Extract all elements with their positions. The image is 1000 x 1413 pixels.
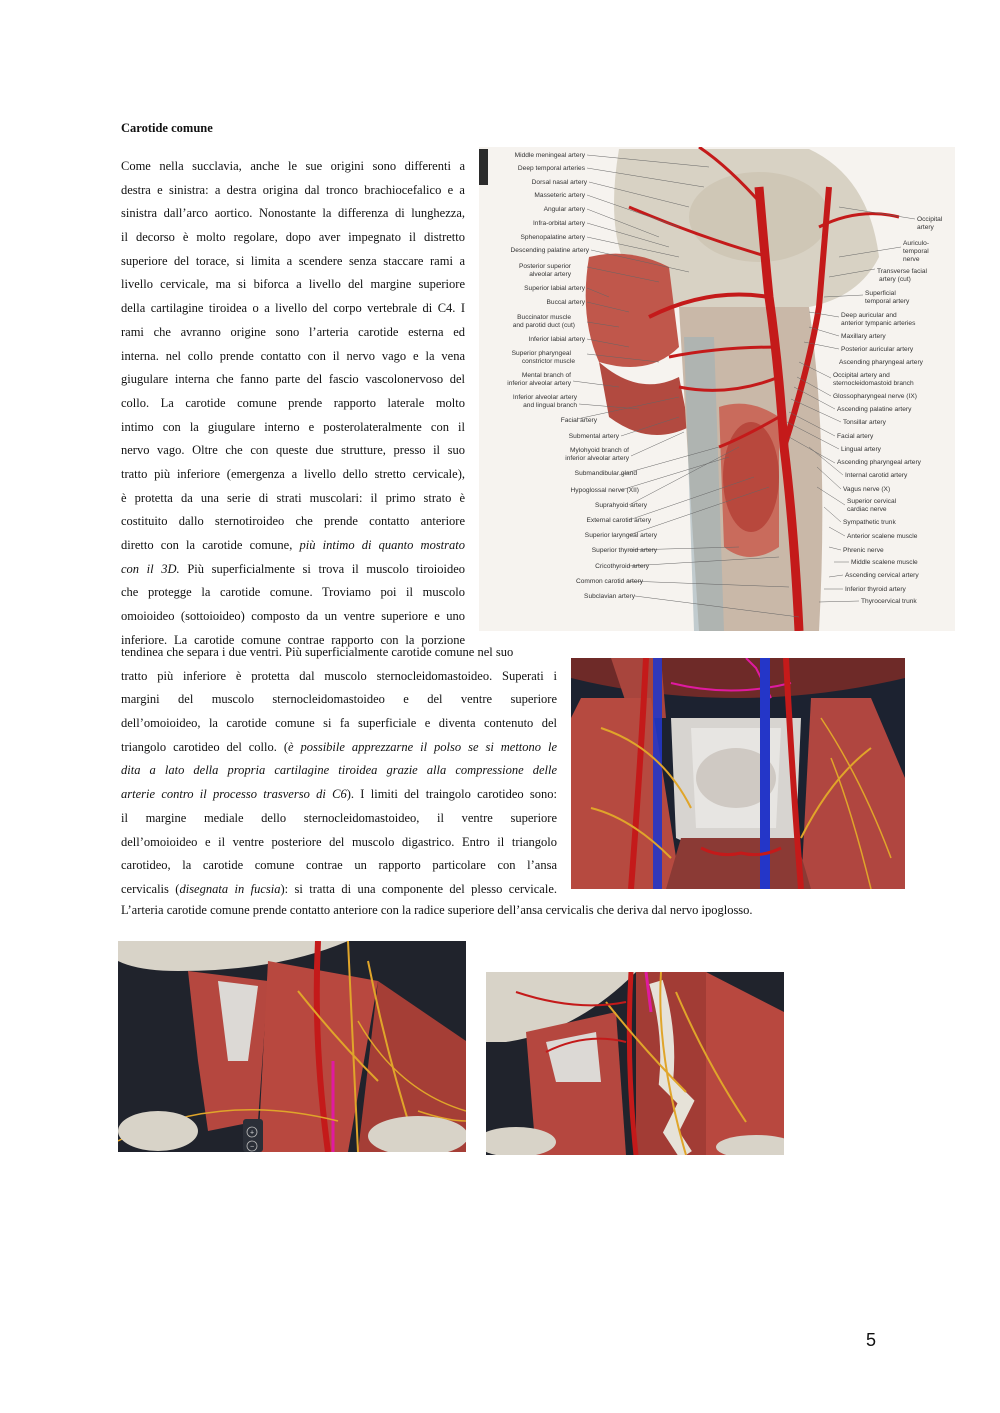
figure-label: Posterior auricular artery xyxy=(841,346,914,353)
figure-label: sternocleidomastoid branch xyxy=(833,380,914,387)
closing-line: L’arteria carotide comune prende contatto anteriore con la radice superiore dell’ansa cervicalis che deriva dal nervo ipoglosso. xyxy=(121,903,753,917)
text-line: nervo vago. Oltre che con queste due strutture, presso il suo xyxy=(121,443,465,458)
figure-label: Masseteric artery xyxy=(534,192,585,199)
italic-note: con il 3D. xyxy=(121,561,180,576)
text-line: costituito dallo sternotiroideo che prende contatto anteriore xyxy=(121,514,465,529)
figure-label: artery xyxy=(917,224,934,231)
page-number: 5 xyxy=(866,1330,877,1350)
paragraph-2 xyxy=(121,641,557,902)
figure-label: constrictor muscle xyxy=(521,358,575,365)
italic-note: dita a lato della propria cartilagine tiroidea grazie alla compressione delle xyxy=(121,763,557,778)
figure-label: Facial artery xyxy=(560,417,597,424)
figure-label: Phrenic nerve xyxy=(843,547,884,554)
figure-label: cardiac nerve xyxy=(847,506,887,513)
figure-label: Occipital artery and xyxy=(833,372,890,379)
text-line: dell’omoioideo e il ventre posteriore del muscolo digastrico. Entro il triangolo xyxy=(121,834,557,849)
text-line: inferiore. La carotide comune contrae rapporto con la porzione xyxy=(121,632,465,647)
figure-label: Inferior labial artery xyxy=(528,336,585,343)
text-line: è protetta da una serie di strati muscolari: il primo strato è xyxy=(121,490,465,505)
figure-label: Ascending cervical artery xyxy=(845,572,919,579)
figure-label: temporal artery xyxy=(865,298,910,305)
figure-label: Vagus nerve (X) xyxy=(843,486,891,493)
figure-label: Submandibular gland xyxy=(574,470,637,477)
text-line: collo. La carotide comune prende rapporto laterale molto xyxy=(121,395,465,410)
figure-label: Maxillary artery xyxy=(841,333,886,340)
text-line: destra e sinistra: a destra origina dal tronco brachiocefalico e a xyxy=(121,182,465,197)
figure-label: Thyrocervical trunk xyxy=(861,598,917,605)
figure-label: Buccinator muscle xyxy=(517,314,571,321)
text-line: omoioideo (sottoioideo) composto da un ventre superiore e uno xyxy=(121,609,465,624)
text-line xyxy=(121,736,557,760)
text-run: Più superficialmente si trova il muscolo tiroioideo xyxy=(187,561,466,576)
figure-label: External carotid artery xyxy=(586,517,651,524)
figure-label: Hypoglossal nerve (XII) xyxy=(570,487,639,494)
italic-note: più intimo di quanto mostrato xyxy=(299,538,465,552)
zoom-in-glyph[interactable]: + xyxy=(249,1129,255,1137)
figure-label: Anterior scalene muscle xyxy=(847,533,918,540)
figure-label: alveolar artery xyxy=(529,271,571,278)
text-line: interna. nel collo prende contatto con il nervo vago e la vena xyxy=(121,348,465,363)
figure-label: inferior alveolar artery xyxy=(565,455,629,462)
figure-label: Buccal artery xyxy=(546,299,585,306)
figure-label: artery (cut) xyxy=(879,276,911,283)
text-run: ): si tratta di una componente del plesso cervicale. xyxy=(280,881,557,896)
text-line: intimo con la giugulare interno e posterolateralmente con il xyxy=(121,419,465,434)
figure-label: Superior labial artery xyxy=(524,285,585,292)
figure-label: Dorsal nasal artery xyxy=(531,179,587,186)
figure-label: Ascending pharyngeal artery xyxy=(837,459,921,466)
figure-label: Deep auricular and xyxy=(841,312,897,319)
text-line: sinistra dall’arco aortico. Nonostante la differenza di lunghezza, xyxy=(121,206,465,221)
figure-label: Superior laryngeal artery xyxy=(584,532,657,539)
text-line: che protegge la carotide comune. Troviamo poi il muscolo xyxy=(121,585,465,600)
figure-label: Common carotid artery xyxy=(575,578,643,585)
text-line xyxy=(121,534,465,558)
text-line xyxy=(121,878,557,902)
figure-label: Mental branch of xyxy=(521,372,571,379)
figure-label: Descending palatine artery xyxy=(510,247,589,254)
figure-label: Transverse facial xyxy=(877,268,927,275)
text-run: ). I limiti del traingolo carotideo sono: xyxy=(346,787,558,802)
figure-label: Ascending pharyngeal artery xyxy=(839,359,923,366)
figure-label: Mylohyoid branch of xyxy=(569,447,629,454)
figure-3d-anterior-neck xyxy=(571,658,905,889)
text-line: Come nella succlavia, anche le sue origini sono differenti a xyxy=(121,159,465,173)
figure-label: Suprahyoid artery xyxy=(594,502,647,509)
text-line: tratto più inferiore (emergenza a livello dello stretto cervicale), xyxy=(121,466,465,481)
figure-label: Inferior thyroid artery xyxy=(845,586,906,593)
text-line: superiore del torace, si limita a scendere senza staccare rami a xyxy=(121,253,465,268)
text-line: tratto più inferiore è protetta dal muscolo sternocleidomastoideo. Superati i xyxy=(121,668,557,683)
figure-label: Auriculo- xyxy=(903,240,930,247)
figure-anatomy-illustration xyxy=(479,147,955,631)
text-run: cervicalis ( xyxy=(121,881,180,896)
text-line: rami che avranno origine sono l’arteria carotide esterna ed xyxy=(121,324,465,339)
text-line xyxy=(121,783,557,807)
text-line: della cartilagine tiroidea o a livello del corpo vertebrale di C4. I xyxy=(121,301,465,316)
figure-label: Glossopharyngeal nerve (IX) xyxy=(833,393,917,400)
figure-label: inferior alveolar artery xyxy=(507,380,571,387)
figure-label: Middle meningeal artery xyxy=(514,152,585,159)
figure-label: Superior thyroid artery xyxy=(591,547,657,554)
text-line: livello cervicale, ma si biforca a livello del margine superiore xyxy=(121,277,465,292)
text-line: dell’omoioideo, la carotide comune si fa superficiale e diventa contenuto del xyxy=(121,716,557,731)
text-line: giugulare interna che fanno parte del fascio vascolonervoso del xyxy=(121,372,465,387)
figure-label: anterior tympanic arteries xyxy=(841,320,916,327)
figure-label: Deep temporal arteries xyxy=(517,165,585,172)
zoom-out-glyph[interactable]: − xyxy=(249,1143,255,1151)
figure-label: Ascending palatine artery xyxy=(837,406,912,413)
figure-label: Sympathetic trunk xyxy=(843,519,896,526)
text-line: il margine mediale dello sternocleidomastoideo, il ventre superiore xyxy=(121,810,557,825)
figure-label: and lingual branch xyxy=(523,402,577,409)
figure-label: Posterior superior xyxy=(518,263,571,270)
italic-note: arterie contro il processo trasverso di C6 xyxy=(121,787,347,802)
italic-note: è possibile apprezzarne il polso se si mettono le xyxy=(287,739,557,754)
text-line: margini del muscolo sternocleidomastoideo e del ventre superiore xyxy=(121,692,557,707)
figure-label: Internal carotid artery xyxy=(845,472,908,479)
figure-label: temporal xyxy=(903,248,929,255)
figure-label: Subclavian artery xyxy=(584,593,635,600)
figure-label: Superficial xyxy=(865,290,896,297)
text-line: tendinea che separa i due ventri. Più superficialmente carotide comune nel suo xyxy=(121,645,514,659)
figure-label: Angular artery xyxy=(543,206,585,213)
text-line: carotideo, la carotide comune contrae un rapporto particolare con l’ansa xyxy=(121,858,557,873)
figure-label: Inferior alveolar artery xyxy=(512,394,577,401)
figure-label: Superior pharyngeal xyxy=(511,350,571,357)
text-line xyxy=(121,558,465,582)
italic-note: disegnata in fucsia xyxy=(179,881,281,896)
text-line xyxy=(121,759,557,783)
figure-label: Submental artery xyxy=(568,433,619,440)
figure-label: Sphenopalatine artery xyxy=(520,234,585,241)
paragraph-1 xyxy=(121,155,465,652)
figure-label: nerve xyxy=(903,256,920,263)
text-run: triangolo carotideo del collo. ( xyxy=(121,739,288,754)
figure-label: Lingual artery xyxy=(841,446,881,453)
figure-label: Occipital xyxy=(917,216,943,223)
text-line: il decorso è molto regolare, dopo aver impegnato il distretto xyxy=(121,230,465,245)
text-run: diretto con la carotide comune, xyxy=(121,538,293,552)
figure-label: Superior cervical xyxy=(847,498,897,505)
figure-label: Tonsillar artery xyxy=(843,419,886,426)
figure-label: Middle scalene muscle xyxy=(851,559,918,566)
figure-label: and parotid duct (cut) xyxy=(512,322,575,329)
figure-label: Infra-orbital artery xyxy=(532,220,585,227)
figure-label: Cricothyroid artery xyxy=(595,563,649,570)
figure-3d-oblique-neck xyxy=(486,972,784,1155)
section-title: Carotide comune xyxy=(121,121,213,135)
figure-label: Facial artery xyxy=(837,433,874,440)
figure-3d-lateral-neck xyxy=(118,941,466,1152)
